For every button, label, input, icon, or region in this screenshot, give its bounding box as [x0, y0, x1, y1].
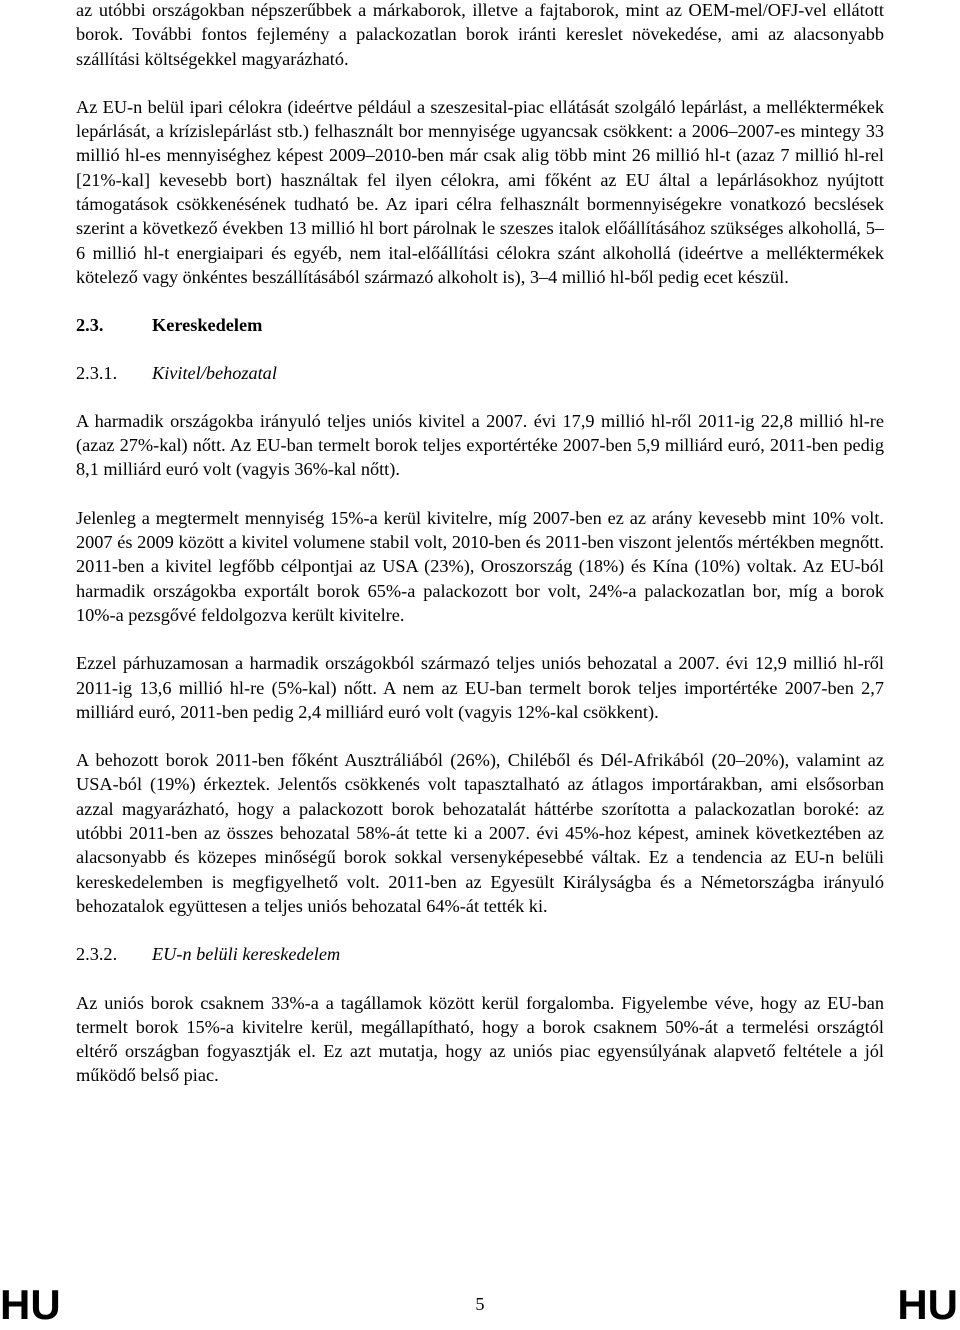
section-heading-2-3-1: [76, 361, 884, 385]
section-number: 2.3.2.: [76, 944, 118, 965]
paragraph-import-origin: A behozott borok 2011-ben főként Ausztráliából (26%), Chiléből és Dél-Afrikából (20–20%), valamint az USA-ból (19%) érkeztek. Jelentős csökkenés volt tapasztalható az átlagos importárakban, ami elsősorban azzal magyarázható, hogy a palackozott borok behozatalát háttérbe szorította a palackozatlan boroké: az utóbbi 2011-ben az összes behozatal 58%-át tette ki a 2007. évi 45%-hoz képest, aminek következtében az alacsonyabb és közepes minőségű borok sokkal versenyképesebbé váltak. Ez a tendencia az EU-n belüli kereskedelemben is megfigyelhető volt. 2011-ben az Egyesült Királyságba és a Németországba irányuló behozatalok együttesen a teljes uniós behozatal 64%-át tették ki.: [76, 750, 884, 916]
page-number: 5: [475, 1294, 485, 1314]
paragraph-intra-eu-trade: Az uniós borok csaknem 33%-a a tagállamok között kerül forgalomba. Figyelembe véve, hogy az EU-ban termelt borok 15%-a kivitelre kerül, megállapítható, hogy a borok csaknem 50%-át a termelési országtól eltérő országban fogyasztják el. Ez azt mutatja, hogy az uniós piac egyensúlyának alapvető feltétele a jól működő belső piac.: [76, 992, 884, 1086]
paragraph-industrial-use: Az EU-n belül ipari célokra (ideértve például a szeszesital-piac ellátását szolgáló lepárlást, a melléktermékek lepárlását, a krízislepárlást stb.) felhasznált bor mennyisége ugyancsak csökkent: a 2006–2007-es mintegy 33 millió hl-es mennyiséghez képest 2009–2010-ben már csak alig több mint 26 millió hl-t (azaz 7 millió hl-rel [21%-kal] kevesebb bort) használtak fel ilyen célokra, ami főként az EU által a lepárlásokhoz nyújtott támogatások csökkenésének tudható be. Az ipari célra felhasznált bormennyiségekre vonatkozó becslések szerint a következő években 13 millió hl bort párolnak le szeszes italok előállításához szükséges alkohollá, 5–6 millió hl-t energiaipari és egyéb, nem ital-előállítási célokra szánt alkohollá (ideértve a melléktermékek kötelező vagy önkéntes beszállításából származó alkoholt is), 3–4 millió hl-ből pedig ecet készül.: [76, 96, 884, 287]
document-body: [76, 0, 884, 1112]
section-heading-2-3: [76, 313, 884, 337]
footer-language-code-left: HU: [0, 1281, 61, 1328]
section-title: EU-n belüli kereskedelem: [152, 944, 341, 965]
paragraph-export-share: Jelenleg a megtermelt mennyiség 15%-a kerül kivitelre, míg 2007-ben ez az arány kevesebb mint 10% volt. 2007 és 2009 között a kivitel volumene stabil volt, 2010-ben és 2011-ben viszont jelentős mértékben megnőtt. 2011-ben a kivitel legfőbb célpontjai az USA (23%), Oroszország (18%) és Kína (10%) voltak. Az EU-ból harmadik országokba exportált borok 65%-a palackozott bor volt, 24%-a palackozatlan bor, míg a borok 10%-a pezsgővé feldolgozva került kivitelre.: [76, 507, 884, 625]
section-heading-2-3-2: [76, 942, 884, 966]
paragraph-export-total: A harmadik országokba irányuló teljes uniós kivitel a 2007. évi 17,9 millió hl-ről 2011-ig 22,8 millió hl-re (azaz 27%-kal) nőtt. Az EU-ban termelt borok teljes exportértéke 2007-ben 5,9 milliárd euró, 2011-ben pedig 8,1 milliárd euró volt (vagyis 36%-kal nőtt).: [76, 410, 884, 480]
section-number: 2.3.1.: [76, 362, 118, 383]
paragraph-import-total: Ezzel párhuzamosan a harmadik országokból származó teljes uniós behozatal a 2007. évi 12,9 millió hl-ről 2011-ig 13,6 millió hl-re (5%-kal) nőtt. A nem az EU-ban termelt borok teljes importértéke 2007-ben 2,7 milliárd euró, 2011-ben pedig 2,4 milliárd euró volt (vagyis 12%-kal csökkent).: [76, 653, 884, 722]
section-title: Kereskedelem: [152, 315, 263, 336]
footer-language-code-right: HU: [897, 1281, 958, 1328]
section-title: Kivitel/behozatal: [152, 362, 277, 383]
paragraph-continuation: az utóbbi országokban népszerűbbek a márkaborok, illetve a fajtaborok, mint az OEM-mel/OFJ-vel ellátott borok. További fontos fejlemény a palackozatlan borok iránti kereslet növekedése, ami az alacsonyabb szállítási költségekkel magyarázható.: [76, 0, 884, 69]
section-number: 2.3.: [76, 315, 104, 336]
